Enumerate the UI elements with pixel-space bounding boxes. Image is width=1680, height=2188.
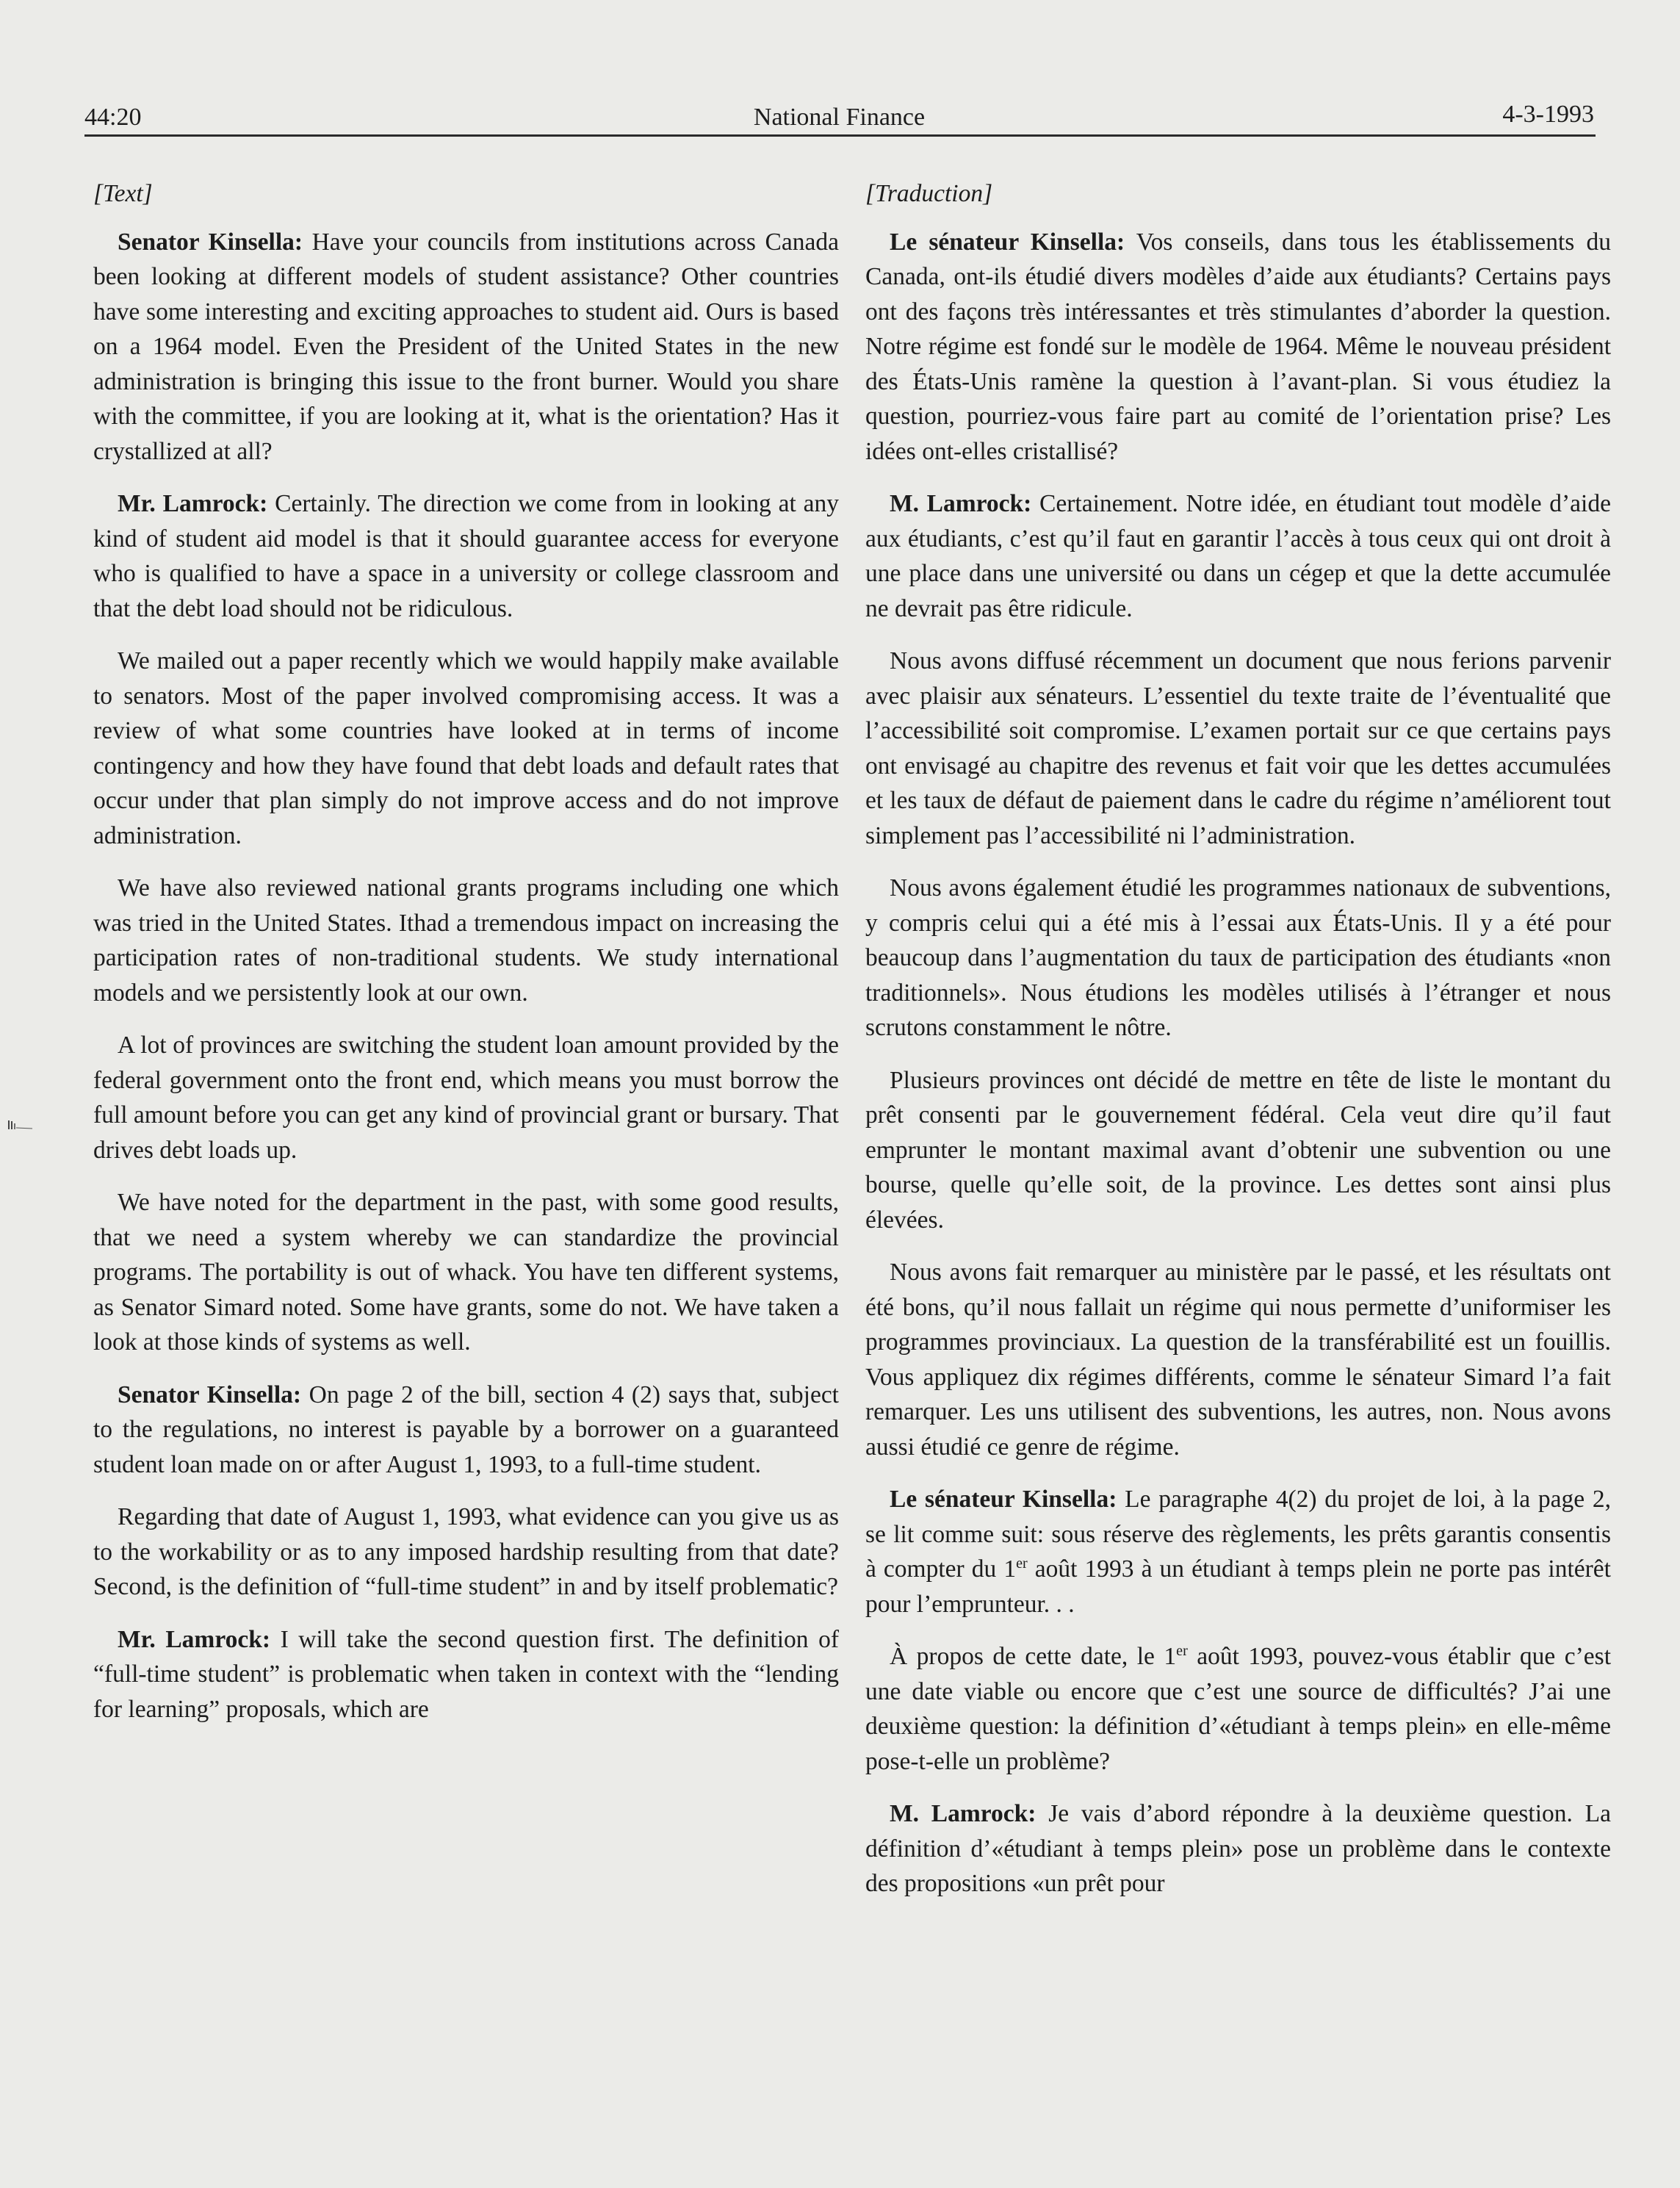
paragraph-text: Nous avons également étudié les programmes nationaux de subventions, y compris celui qui a été mis à l’essai aux États-Unis. Il y a été pour beaucoup dans l’augmentation du taux de participation des étudiants «non traditionnels». Nous étudions les modèles utilisés à l’étranger et nous scrutons constamment le nôtre.	[865, 874, 1611, 1041]
paragraph-text: Certainly. The direction we come from in looking at any kind of student aid model is that it should guarantee access for everyone who is qualified to have a space in a university or college classroom and that the debt load should not be ridiculous.	[93, 490, 839, 622]
speaker-name: Mr. Lamrock:	[118, 1625, 271, 1653]
paragraph-text: À propos de cette date, le 1er août 1993, pouvez-vous établir que c’est une date viable ou encore que c’est une source de difficultés? J’ai une deuxième question: la définition d’«étudiant à temps plein» en elle-même pose-t-elle un problème?	[865, 1642, 1612, 1775]
paragraph-text: Vos conseils, dans tous les établissements du Canada, ont-ils étudié divers modèles d’aide aux étudiants? Certains pays ont des façons très intéressantes et très stimulantes d’aborder la question. Notre régime est fondé sur le modèle de 1964. Même le nouveau président des États-Unis ramène la question à l’avant-plan. Si vous étudiez la question, pourriez-vous faire part au comité de l’orientation prise? Les idées ont-elles cristallisé?	[865, 228, 1611, 465]
paragraph-text: I will take the second question first. The definition of “full-time student” is problematic when taken in context with the “lending for learning” proposals, which are	[93, 1625, 839, 1723]
speaker-name: Mr. Lamrock:	[118, 490, 268, 517]
paragraph	[865, 1639, 1611, 1779]
paragraph-text: Nous avons fait remarquer au ministère par le passé, et les résultats ont été bons, qu’il nous fallait un régime qui nous permette d’uniformiser les programmes provinciaux. La question de la transférabilité est un fouillis. Vous appliquez dix régimes différents, comme le sénateur Simard l’a fait remarquer. Les uns utilisent des subventions, les autres, non. Nous avons aussi étudié ce genre de régime.	[865, 1259, 1611, 1461]
paragraph	[865, 644, 1611, 853]
paragraph	[865, 1063, 1611, 1238]
paragraph-text: Nous avons diffusé récemment un document que nous ferions parvenir avec plaisir aux sénateurs. L’essentiel du texte traite de l’éventualité que l’accessibilité soit compromise. L’examen portait sur ce que certains pays ont envisagé au chapitre des revenus et fait voir que les dettes accumulées et les taux de défaut de paiement dans le cadre du régime n’améliorent tout simplement pas l’accessibilité ni l’administration.	[865, 647, 1611, 849]
paragraph-text: On page 2 of the bill, section 4 (2) says that, subject to the regulations, no interest is payable by a borrower on a guaranteed student loan made on or after August 1, 1993, to a full-time student.	[93, 1381, 839, 1478]
paragraph	[865, 871, 1611, 1046]
paragraph	[93, 644, 839, 853]
paragraph	[93, 871, 839, 1010]
paragraph-text: Je vais d’abord répondre à la deuxième question. La définition d’«étudiant à temps plein» pose un problème dans le contexte des propositions «un prêt pour	[865, 1800, 1611, 1897]
paragraph-text: Have your councils from institutions across Canada been looking at different models of student assistance? Other countries have some interesting and exciting approaches to student aid. Ours is based on a 1964 model. Even the President of the United States in the new administration is bringing this issue to the front burner. Would you share with the committee, if you are looking at it, what is the orientation? Has it crystallized at all?	[93, 228, 839, 465]
publication-title: National Finance	[753, 104, 926, 131]
scan-mark	[6, 1120, 35, 1131]
page-header	[84, 99, 1594, 136]
paragraph-text: Regarding that date of August 1, 1993, what evidence can you give us as to the workability or as to any imposed hardship resulting from that date? Second, is the definition of “full-time student” in and by itself problematic?	[93, 1503, 839, 1600]
paragraph	[93, 1185, 839, 1360]
speaker-name: Le sénateur Kinsella:	[890, 228, 1125, 256]
paragraph-text: Certainement. Notre idée, en étudiant tout modèle d’aide aux étudiants, c’est qu’il faut en garantir l’accès à tous ceux qui ont droit à une place dans une université ou dans un cégep et que la dette accumulée ne devrait pas être ridicule.	[865, 490, 1611, 622]
column-label: [Text]	[93, 180, 153, 207]
paragraph	[93, 1028, 839, 1167]
english-column	[93, 176, 839, 1744]
paragraph	[865, 1255, 1611, 1464]
paragraph	[865, 1482, 1611, 1622]
paragraph	[865, 486, 1611, 626]
header-rule	[84, 134, 1596, 137]
paragraph	[865, 1796, 1611, 1901]
paragraph-text: We have noted for the department in the past, with some good results, that we need a system whereby we can standardize the provincial programs. The portability is out of whack. You have ten different systems, as Senator Simard noted. Some have grants, some do not. We have taken a look at those kinds of systems as well.	[93, 1189, 839, 1356]
paragraph	[93, 486, 839, 626]
speaker-name: Le sénateur Kinsella:	[890, 1486, 1117, 1513]
paragraph-text: A lot of provinces are switching the student loan amount provided by the federal government onto the front end, which means you must borrow the full amount before you can get any kind of provincial grant or bursary. That drives debt loads up.	[93, 1032, 839, 1164]
page-date: 4-3-1993	[1502, 101, 1594, 128]
speaker-name: M. Lamrock:	[890, 490, 1032, 517]
paragraph	[93, 1500, 839, 1605]
paragraph	[93, 225, 839, 469]
paragraph	[865, 225, 1611, 469]
column-label: [Traduction]	[865, 180, 993, 207]
paragraph	[93, 1622, 839, 1727]
paragraph-text: We mailed out a paper recently which we would happily make available to senators. Most of the paper involved compromising access. It was a review of what some countries have looked at in terms of income contingency and how they have found that debt loads and default rates that occur under that plan simply do not improve access and do not improve administration.	[93, 647, 839, 849]
paragraph-text: Plusieurs provinces ont décidé de mettre en tête de liste le montant du prêt consenti par le gouvernement fédéral. Cela veut dire qu’il faut emprunter le montant maximal avant d’obtenir une subvention ou une bourse, quelle qu’elle soit, de la province. Les dettes sont ainsi plus élevées.	[865, 1066, 1611, 1234]
speaker-name: Senator Kinsella:	[118, 1381, 302, 1408]
speaker-name: M. Lamrock:	[890, 1800, 1037, 1827]
paragraph	[93, 1378, 839, 1483]
page-number: 44:20	[84, 104, 142, 131]
french-column	[865, 176, 1611, 1919]
paragraph-text: Le paragraphe 4(2) du projet de loi, à la page 2, se lit comme suit: sous réserve des règlements, les prêts garantis consentis à compter du 1er août 1993 à un étudiant à temps plein ne porte pas intérêt pour l’emprunteur. . .	[865, 1486, 1611, 1618]
paragraph-text: We have also reviewed national grants programs including one which was tried in the United States. Ithad a tremendous impact on increasing the participation rates of non-traditional students. We study international models and we persistently look at our own.	[93, 874, 839, 1007]
speaker-name: Senator Kinsella:	[118, 228, 303, 256]
